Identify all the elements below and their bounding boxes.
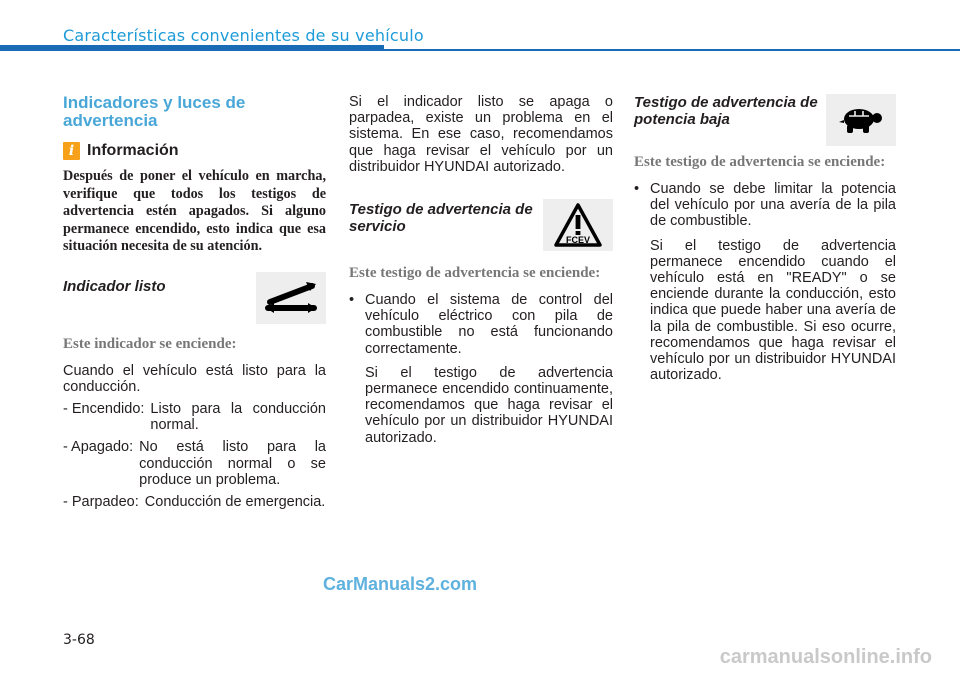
low-power-continuation: Si el testigo de advertencia permanece encendido cuando el vehículo está en "READY" o se enciende durante la conducción, esto indica que puede haber una avería de la pila de combustible. Si eso ocurre, recomendamos que haga revisar el vehículo por un distribuidor HYUNDAI autorizado. — [650, 237, 896, 384]
bullet-text: Cuando se debe limitar la potencia del vehículo por una avería de la pila de combustible. — [650, 181, 896, 230]
info-title: Información — [87, 142, 179, 159]
list-item — [63, 401, 326, 433]
footer-watermark: carmanualsonline.info — [719, 646, 932, 668]
page-number: 3-68 — [63, 632, 95, 648]
ready-subtitle: Este indicador se enciende: — [63, 335, 237, 352]
list-item — [63, 494, 326, 510]
low-power-subtitle: Este testigo de advertencia se enciende: — [634, 154, 886, 170]
state-text: No está listo para la conducción normal o se produce un problema. — [139, 439, 326, 488]
section-header-title: Características convenientes de su vehículo — [63, 26, 424, 45]
fcev-service-warning-icon — [543, 199, 613, 251]
info-icon: i — [63, 142, 80, 160]
ready-states-list — [63, 401, 326, 510]
ready-indicator-icon — [256, 272, 326, 324]
state-text: Conducción de emergencia. — [144, 493, 326, 510]
bullet-dot: • — [349, 292, 355, 309]
ready-warning-text: Si el indicador listo se apaga o parpadea, existe un problema en el sistema. En ese caso, recomendamos que haga revisar el vehículo por un distribuidor HYUNDAI autorizado. — [349, 94, 613, 175]
info-text: Después de poner el vehículo en marcha, verifique que todos los testigos de advertencia estén apagados. Si alguno permanece encendido, esto indica que esa situación necesita de su atención. — [63, 168, 326, 254]
state-text: Listo para la conducción normal. — [150, 400, 326, 434]
service-warning-header — [349, 201, 613, 251]
bullet-text: Cuando el sistema de control del vehículo eléctrico con pila de combustible no está funcionando correctamente. — [365, 292, 613, 357]
turtle-icon — [826, 94, 896, 146]
service-continuation: Si el testigo de advertencia permanece encendido continuamente, recomendamos que haga revisar el vehículo por un distribuidor HYUNDAI autorizado. — [365, 364, 613, 446]
low-power-warning-title: Testigo de advertencia de potencia baja — [634, 94, 818, 128]
ready-indicator-header — [63, 278, 326, 324]
service-subtitle: Este testigo de advertencia se enciende: — [349, 265, 601, 282]
bullet-dot: • — [634, 181, 640, 197]
ready-indicator-title: Indicador listo — [63, 277, 166, 295]
list-item — [349, 292, 613, 357]
state-label: - Encendido: — [63, 400, 145, 417]
header-bar — [0, 45, 384, 51]
header-rule — [384, 49, 960, 51]
column-3 — [634, 94, 896, 383]
ready-intro: Cuando el vehículo está listo para la conducción. — [63, 362, 326, 395]
watermark: CarManuals2.com — [323, 574, 478, 594]
section-title: Indicadores y luces de advertencia — [63, 93, 246, 130]
column-1 — [63, 94, 326, 510]
column-2 — [349, 94, 613, 446]
low-power-warning-header — [634, 94, 896, 146]
list-item — [63, 439, 326, 488]
state-label: - Parpadeo: — [63, 493, 139, 510]
info-heading — [63, 142, 326, 160]
fcev-label: FCEV — [565, 235, 591, 246]
service-warning-title: Testigo de advertencia de servicio — [349, 201, 533, 236]
state-label: - Apagado: — [63, 439, 134, 456]
list-item — [634, 181, 896, 230]
